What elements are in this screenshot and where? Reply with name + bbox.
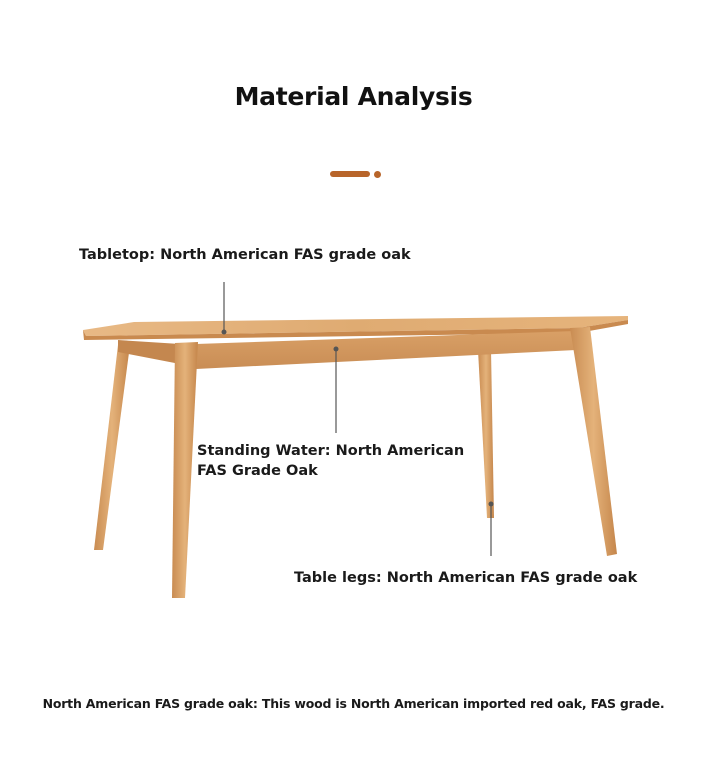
standing-water-callout-line2: FAS Grade Oak — [197, 463, 318, 479]
tabletop-callout: Tabletop: North American FAS grade oak — [79, 247, 411, 263]
back-left-leg — [94, 345, 130, 550]
table-legs-callout: Table legs: North American FAS grade oak — [294, 570, 638, 586]
front-left-leg — [172, 342, 198, 598]
standing-water-callout — [197, 441, 464, 481]
front-right-leg — [570, 327, 617, 556]
material-footnote: North American FAS grade oak: This wood is North American imported red oak, FAS grade. — [42, 696, 665, 711]
standing-water-callout-line1: Standing Water: North American — [197, 443, 465, 459]
tabletop-pointer-dot — [222, 330, 227, 335]
back-right-leg — [478, 350, 494, 518]
legs-pointer-dot — [489, 502, 494, 507]
page-title: Material Analysis — [234, 82, 473, 111]
water-pointer-dot — [334, 347, 339, 352]
